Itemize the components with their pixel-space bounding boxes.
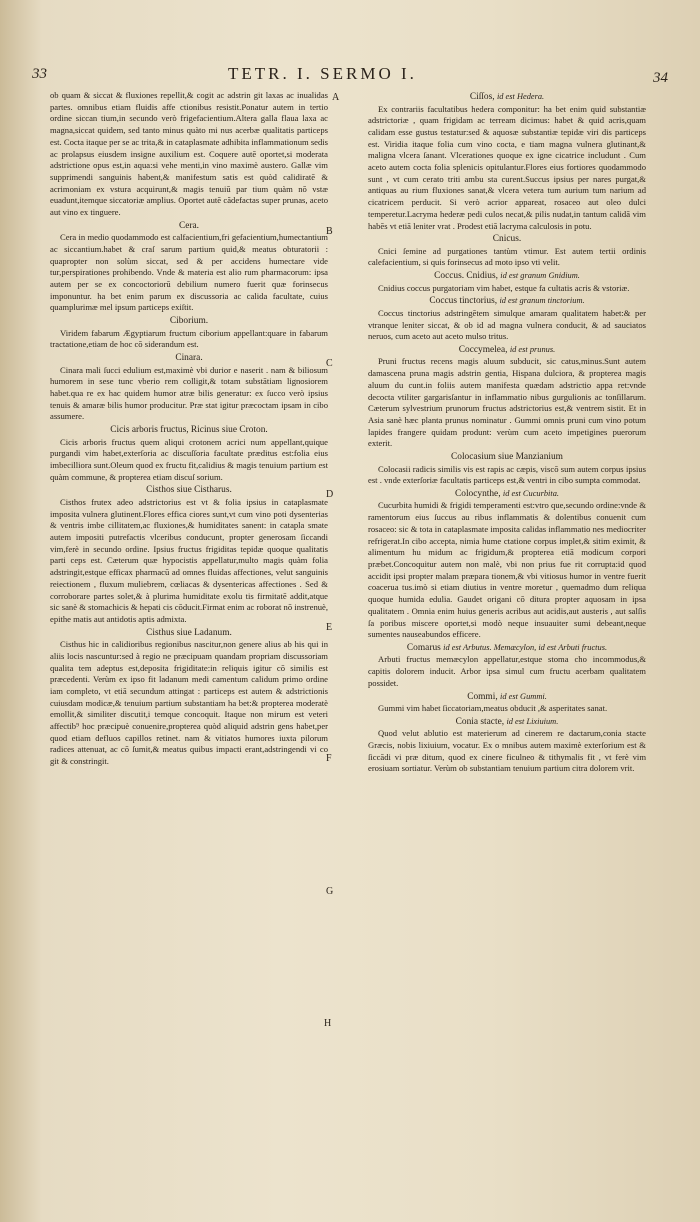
- right-column-heading: [368, 270, 646, 283]
- left-column-paragraph: Cera in medio quodammodo est calfacientium,fri gefacientium,humectantium ac siccantium.habet & craſ sarum partium quid,& meatus obturatorii : quapropter non solùm siccat, sed & per accidens humectare vide tur,perspirationes prohibendo. Vnde & materia est alio rum pharmacorum: ipsa autem per se ex concoctoriorū debilium numero fuerit quæ forinsecus imponuntur. ha bet enim parum ex discussoria ac calida facultate, cuius quamplurimæ mel ipsum particeps exiſtit.: [50, 232, 328, 313]
- right-column-heading-text: Coccymelea,: [458, 344, 508, 355]
- margin-letter-e: E: [326, 622, 333, 633]
- right-column-heading: [368, 642, 646, 655]
- margin-letter-d: D: [326, 489, 334, 500]
- left-column: [50, 90, 328, 768]
- right-column-heading: [368, 295, 646, 308]
- right-column-heading: [368, 344, 646, 357]
- right-column-heading-text: Coccus. Cnidius,: [434, 271, 498, 282]
- right-column-heading-gloss: id est Gummi.: [500, 691, 547, 701]
- margin-letter-h: H: [324, 1018, 332, 1029]
- left-column-paragraph: Viridem fabarum Ægyptiarum fructum ciborium appellant:quare in fabarum tractatione,etiam de hoc cō siderandum est.: [50, 327, 328, 350]
- right-column-heading: [368, 233, 646, 246]
- left-column-paragraph: Cisthus hic in calidioribus regionibus nascitur,non genere alius ab his qui in aliis locis nascuntur:sed à regio ne præcipuam quandam propriam discussoriam qualita tem adeptus est,deposita frigiditate:in reliquis igitur cō similis est præcedenti. Verùm ex ipso fit ladanum medi camentum calidum primo ordine iam completo, vt etiā secundum attingat : particeps est autem & adstrictionis cuiusdam modicæ,& tenuium partium substantiam ha bet:& propterea moderatè emollit,& similiter discutit,i temque concoquit. Itaque non mirum est veteri affectib⁹ hoc præcipuè conuenire,propterea quòd aliquid adstrin gens habet,per quod etiam defluos capillos retinet. nam & vitiatos humores iuxta pilorum radices attenuat, ac cō ſumit,& meatus quibus impacti erant,adstringendi vi co git & constringit.: [50, 639, 328, 767]
- right-column-heading: [368, 488, 646, 501]
- left-column-heading: [50, 315, 328, 328]
- left-column-paragraph: ob quam & siccat & fluxiones repellit,& cogit ac adstrin git laxas ac inualidas partes. omnibus etiam fluidis affe ctionibus resistit.Ponatur autem in tertio ordine siccan tium,in secundo verò frigefacientium.Altera galla flaua laxa ac magna,siccat quidem, sed tanto minus quàto mi nus acerbæ qualitatis particeps est. Cocta itaque per se ac trita,& in cataplasmate adhibita inflammationum sedis ac prolapsus eiusdem insigne auxilium est. Coquere autē oportet,si moderata adstrictione opus est,in aqua:si vehe menti,in vino maximè austero. Gallæ vim supprimendi sanguinis habent,& manifestum satis est quòd calidiratē & acrimoniam ex vstura acquirunt,& magis tenuiū par tium quàm nō vstæ euadunt,itemque siccatoriæ amplius. Oportet autē cădefactas super prunas, aceto aut vino ex tinguere.: [50, 90, 329, 218]
- right-column-heading-text: Cnicus.: [492, 234, 522, 245]
- right-column: [368, 90, 646, 775]
- right-column-heading-gloss: id est granum Gnidium.: [500, 271, 580, 281]
- right-column-heading-text: Coccus tinctorius,: [429, 296, 498, 307]
- left-column-heading-text: Ciborium.: [169, 316, 209, 327]
- running-title: TETR. I. SERMO I.: [228, 64, 417, 83]
- left-column-heading-text: Cisthos siue Cistharus.: [146, 485, 232, 496]
- margin-letter-c: C: [326, 358, 333, 369]
- right-column-heading-text: Colocynthe,: [455, 488, 501, 499]
- margin-letter-b: B: [326, 226, 333, 237]
- right-column-paragraph: Quod velut ablutio est materierum ad cinerem re dactarum,conia stacte Græcis, nobis lixiuium, vocatur. Ex o mnibus autem maximè exterſorium est & ſiccādi vi præ ditum, quod ex cinere ficulneo & tithymalis fit , vt ferè vim erosiuam sortiatur. Verùm ob substantiam tenuium partium citra dolorem vrit.: [368, 728, 646, 774]
- right-column-heading-text: Colocasium siue Manzianium: [451, 452, 563, 463]
- margin-letter-g: G: [326, 886, 334, 897]
- margin-letter-a: A: [332, 92, 340, 103]
- right-column-heading-gloss: id est Hedera.: [496, 92, 545, 101]
- right-column-heading-text: Conia stacte,: [455, 716, 505, 727]
- right-column-heading-gloss: id est Cucurbita.: [502, 488, 559, 498]
- right-column-paragraph: Cnidius coccus purgatoriam vim habet, estque fa cultatis acris & vstoriæ.: [378, 282, 630, 293]
- right-column-paragraph: Cucurbita humidi & frigidi temperamenti est:vtro que,secundo ordine:vnde & ramentorum eius ſuccus au ribus inflammatis & dolentibus conuenit cum rosaceo: sic & tota in cataplasmate imposita calidas inflammatio nes mediocriter refrigerat.In cibo accepta, nimia hume ctatione corpus implet,& sitim eximit, & alimentum hu midum ac frigidum,& propterea etiā modicum corpori præbet.Concoquitur autem non malè, vbi non prius fue rit corrupta:id quod accidit ipsi propter malam præpara tionem,& vbi vitiosus humor in ventre fuerit coacerua tus.imò si etiam diutius in ventre moretur , quemadmo dum reliqua quoque humida edulia. Gaudet origani cō ditura propter aquosam in ipsa qualitatem . Omnia enim huius generis acribus aut acidis,aut austeris , aut salſis ſa poribus miscere oportet,si modò neque insuauiter sumi debeant,neque sumentes nauseabundos efficere.: [368, 500, 646, 640]
- left-column-paragraph: Cicis arboris fructus quem aliqui crotonem acrici num appellant,quique purgandi vim habet,exterſoria ac discuſſoria facultate præditus est:folia eius imbecilliora sunt.Oleum quod ex fructu fit,calidius & magis tenuium partium est quàm commune, & propterea etiam discuſ sorium.: [50, 436, 328, 482]
- left-column-heading: [50, 627, 328, 640]
- right-column-paragraph: Pruni fructus recens magis aluum subducit, sic catus,minus.Sunt autem damascena pruna magis adstrin gentia, Hispana dulciora, & propterea magis aluum du cunt.in foliis autem manifesta quædam adstrictio appa ret:vnde decocta vtiliter gargarisſantur in inflammatio nibus gurgulionis ac tonſillarum. Cæterum sylvestrium prunorum fructus adstrictorius est,& ventrem sistit. Et in Asia sanè hæc planta prunus nominatur . Gummi omnis pruni cum vino potum lapides frangere quidam produnt: verùm cum aceto impetigines puerorum exterit.: [368, 356, 646, 449]
- left-column-heading-text: Cicis arboris fructus, Ricinus siue Croton.: [110, 425, 268, 436]
- right-column-heading-text: Comarus: [406, 642, 441, 653]
- left-column-heading: [50, 424, 328, 437]
- right-column-heading-gloss: id est granum tinctorium.: [499, 296, 585, 306]
- page-number-right: 34: [653, 70, 668, 86]
- right-column-paragraph: Gummi vim habet ſiccatoriam,meatus obducit ,& asperitates sanat.: [378, 703, 608, 714]
- right-column-heading: [368, 716, 646, 729]
- right-column-heading: [368, 91, 646, 104]
- margin-letter-f: F: [326, 753, 332, 764]
- right-column-heading-gloss: id est prunus.: [509, 344, 556, 354]
- right-column-paragraph: Colocasii radicis similis vis est rapis ac cæpis, viscō sum autem corpus ipsius est . vnde exterſoriæ facultatis particeps est,& ventri in cibo sumpta commodat.: [368, 463, 646, 486]
- right-column-heading: [368, 451, 646, 464]
- right-column-paragraph: Coccus tinctorius adstringētem simulque amaram qualitatem habet:& per vtranque leniter siccat, & ob id ad magna vulnera conducit, & ad sauciatos neruos, cum aceto aut aceto mulso tritus.: [368, 307, 646, 342]
- running-header: [30, 64, 670, 88]
- left-column-paragraph: Cinara mali ſucci edulium est,maximè vbi durior e naserit . nam & biliosum humorem in sese tunc vberio rem colligit,& totam substātiam lignosiorem habet.qua re ex hac quidem humor atræ bilis generatur: ex ſucco verò ipsius tenuis & amaræ bilis humor producitur. Præ stat igitur præcoctam ipsam in cibo assumere.: [50, 364, 328, 422]
- right-column-heading-gloss: id est Lixiuium.: [506, 716, 559, 726]
- right-column-heading-gloss: id est Arbutus. Memæcylon, id est Arbuti fructus.: [443, 642, 608, 652]
- right-column-heading: [368, 691, 646, 704]
- right-column-paragraph: Ex contrariis facultatibus hedera componitur: ha bet enim quid substantiæ adstrictoriæ , quam frigidam ac terream dicimus: habet & quid acris,quam calidam esse gustus testatur:sed & aquosæ substantiæ tepidæ viri dis particeps est. Viridia itaque folia cum vino cocta, e tiam magna vulnera glutinant,& maligna vlcera ſanant. Vlcerationes quoque ex igne cicatrice includunt . Cum aceto autem cocta folia splenicis opitulantur.Flores eius fortiores quodammodo sunt , vt cum cerato triti ambu sta curent.Succus ipsius per nares purgat,& antiquas au rium fluxiones sanat,& vlcera vetera tum aurium tum narium ad cicatricem perducit. Si verò acrior appareat, rosaceo aut oleo dulci temperetur.Lacryma hederæ pedi culos necat,& pilis nudat,in tantum calidā vim habēs vt etiā leniter vrat . Prodest etiā lacryma calculosis in potu.: [368, 103, 646, 231]
- left-column-heading: [50, 484, 328, 497]
- left-column-heading: [50, 220, 328, 233]
- left-column-heading-text: Cinara.: [175, 353, 203, 364]
- right-column-heading-text: Commi,: [467, 691, 498, 702]
- left-column-heading-text: Cisthus siue Ladanum.: [146, 627, 232, 638]
- left-column-paragraph: Cisthos frutex adeo adstrictorius est vt & folia ipsius in cataplasmate imposita vulnera glutinent.Flores effica ciores sunt,vt cum vino poti dysenterias & ventris imbe cillitatem,ac fluxiones,& humiditates sanent: in catapla smate autem impositi putrefactis vlceribus conducunt, propter generosam ſiccandi vim,ferè in secundo ordine. Ipsius fructus frigiditas tepidæ quoque qualitatis parti ceps est. Cæterum quæ hypocistis appellatur,multo magis quàm folia adstringit,estque efficax pharmacū ad omnes fluidas affectiones, velut sanguinis reiectionem , fluxum muliebrem, cœliacas & dysentericas affectiones . Sed & corroborare partes solet,& à plurima humiditate exolu tis firmitatē addit,atque sic sanè & stomachicis & hepati cis cōducit.Firmat enim ac roborat nō instrenuè, epithe matis aut antidotis aptis admixta.: [50, 496, 328, 624]
- left-column-heading: [50, 352, 328, 365]
- left-column-heading-text: Cera.: [178, 220, 200, 231]
- right-column-heading-text: Ciſſos,: [469, 92, 495, 102]
- right-column-paragraph: Arbuti fructus memæcylon appellatur,estque stoma cho incommodus,& capitis dolorem inducit. Arbor ipsa simul cum fructu acerbam qualitatem possidet.: [368, 654, 646, 688]
- page-number-left: 33: [32, 66, 47, 82]
- right-column-paragraph: Cnici ſemine ad purgationes tantùm vtimur. Est autem tertii ordinis calefacientium, si quis forinsecus ad moto ipso vti velit.: [368, 245, 646, 268]
